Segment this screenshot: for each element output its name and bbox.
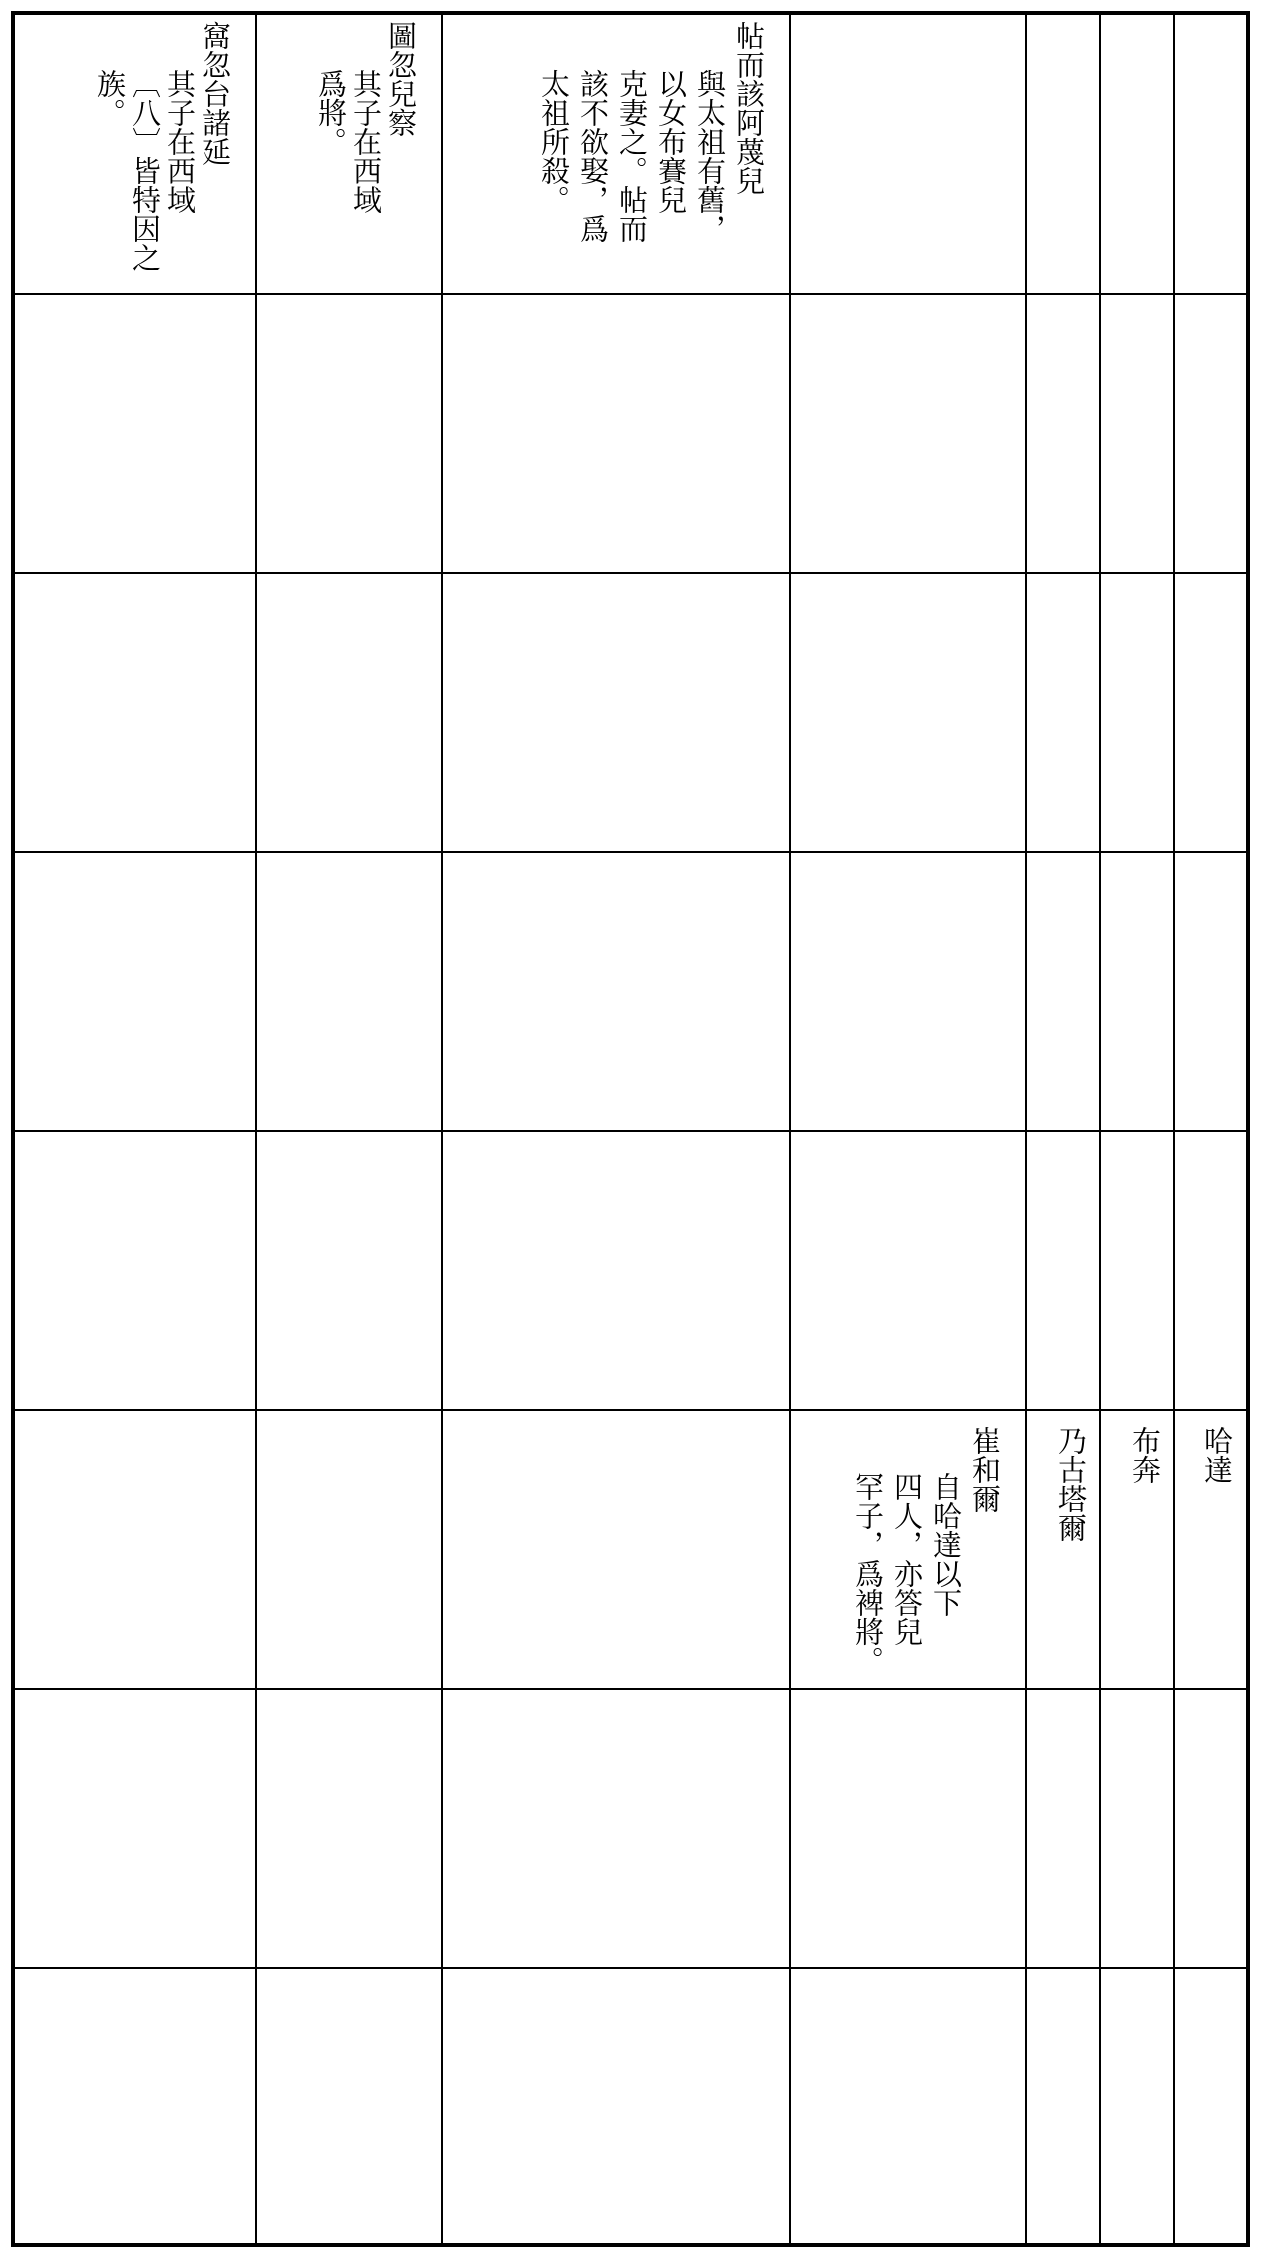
table-cell — [790, 1410, 1026, 1689]
text-column: 乃古塔爾 — [1054, 1426, 1088, 1542]
table-cell — [1026, 1131, 1100, 1410]
text-column: 其子在西域 — [163, 69, 197, 214]
table-cell — [1026, 294, 1100, 573]
text-column: 太祖所殺。 — [537, 69, 571, 214]
text-column: 四人，亦答兒 — [890, 1472, 924, 1646]
table-cell — [1174, 1131, 1246, 1410]
table-cell — [790, 852, 1026, 1131]
table-cell — [442, 1968, 790, 2243]
text-column: 布奔 — [1128, 1426, 1162, 1484]
table-cell — [442, 15, 790, 294]
table-cell — [1100, 1131, 1174, 1410]
table-cell — [442, 852, 790, 1131]
table-cell — [256, 15, 442, 294]
table-cell — [256, 1689, 442, 1968]
table-cell — [1026, 15, 1100, 294]
text-column: 以女布賽兒 — [654, 69, 688, 214]
table-cell — [1026, 1410, 1100, 1689]
table-cell — [256, 573, 442, 852]
table-cell — [1174, 294, 1246, 573]
table-cell — [1100, 573, 1174, 852]
text-column: 圖忽兒察 — [384, 21, 418, 137]
table-cell — [15, 852, 256, 1131]
text-column: 自哈達以下 — [929, 1472, 963, 1617]
table-cell — [442, 1131, 790, 1410]
table-cell — [1026, 573, 1100, 852]
table-cell — [1100, 852, 1174, 1131]
table-cell — [1100, 15, 1174, 294]
text-column: 崔和爾 — [968, 1426, 1002, 1513]
table-cell — [1174, 1689, 1246, 1968]
table-cell — [15, 1410, 256, 1689]
table-cell — [790, 15, 1026, 294]
text-column: 克妻之。帖而 — [615, 69, 649, 243]
text-column: 其子在西域 — [349, 69, 383, 214]
table-cell — [442, 573, 790, 852]
table-cell — [1174, 852, 1246, 1131]
table-cell — [790, 294, 1026, 573]
table-cell — [442, 1689, 790, 1968]
text-column: 窩忽台諸延 — [198, 21, 232, 166]
table-cell — [256, 294, 442, 573]
table-cell — [1026, 1968, 1100, 2243]
text-column: 族。 — [93, 69, 127, 127]
text-column: 爲將。 — [314, 69, 348, 156]
table-cell — [15, 1689, 256, 1968]
table-cell — [442, 294, 790, 573]
table-cell — [256, 852, 442, 1131]
table-cell — [1100, 1968, 1174, 2243]
table-cell — [256, 1410, 442, 1689]
table-cell — [1026, 852, 1100, 1131]
text-column: 哈達 — [1200, 1426, 1234, 1484]
table-cell — [256, 1968, 442, 2243]
table-cell — [790, 1968, 1026, 2243]
table-cell — [1174, 1410, 1246, 1689]
table-cell — [15, 1968, 256, 2243]
table-cell — [15, 1131, 256, 1410]
table-cell — [1174, 573, 1246, 852]
text-column: 帖而該阿蔑兒 — [732, 21, 766, 195]
table-cell — [15, 294, 256, 573]
table-cell — [790, 1689, 1026, 1968]
text-column: 罕子，爲裨將。 — [851, 1472, 885, 1675]
table-cell — [1100, 1689, 1174, 1968]
table-cell — [256, 1131, 442, 1410]
text-column: 〔八〕皆特因之 — [128, 69, 162, 272]
text-column: 與太祖有舊， — [693, 69, 727, 243]
table-cell — [1174, 1968, 1246, 2243]
table-cell — [790, 1131, 1026, 1410]
table-cell — [1174, 15, 1246, 294]
table-cell — [15, 573, 256, 852]
table-cell — [1100, 294, 1174, 573]
genealogy-table — [11, 11, 1250, 2247]
table-cell — [15, 15, 256, 294]
text-column: 該不欲娶，爲 — [576, 69, 610, 243]
table-cell — [1026, 1689, 1100, 1968]
table-cell — [442, 1410, 790, 1689]
table-cell — [790, 573, 1026, 852]
table-cell — [1100, 1410, 1174, 1689]
